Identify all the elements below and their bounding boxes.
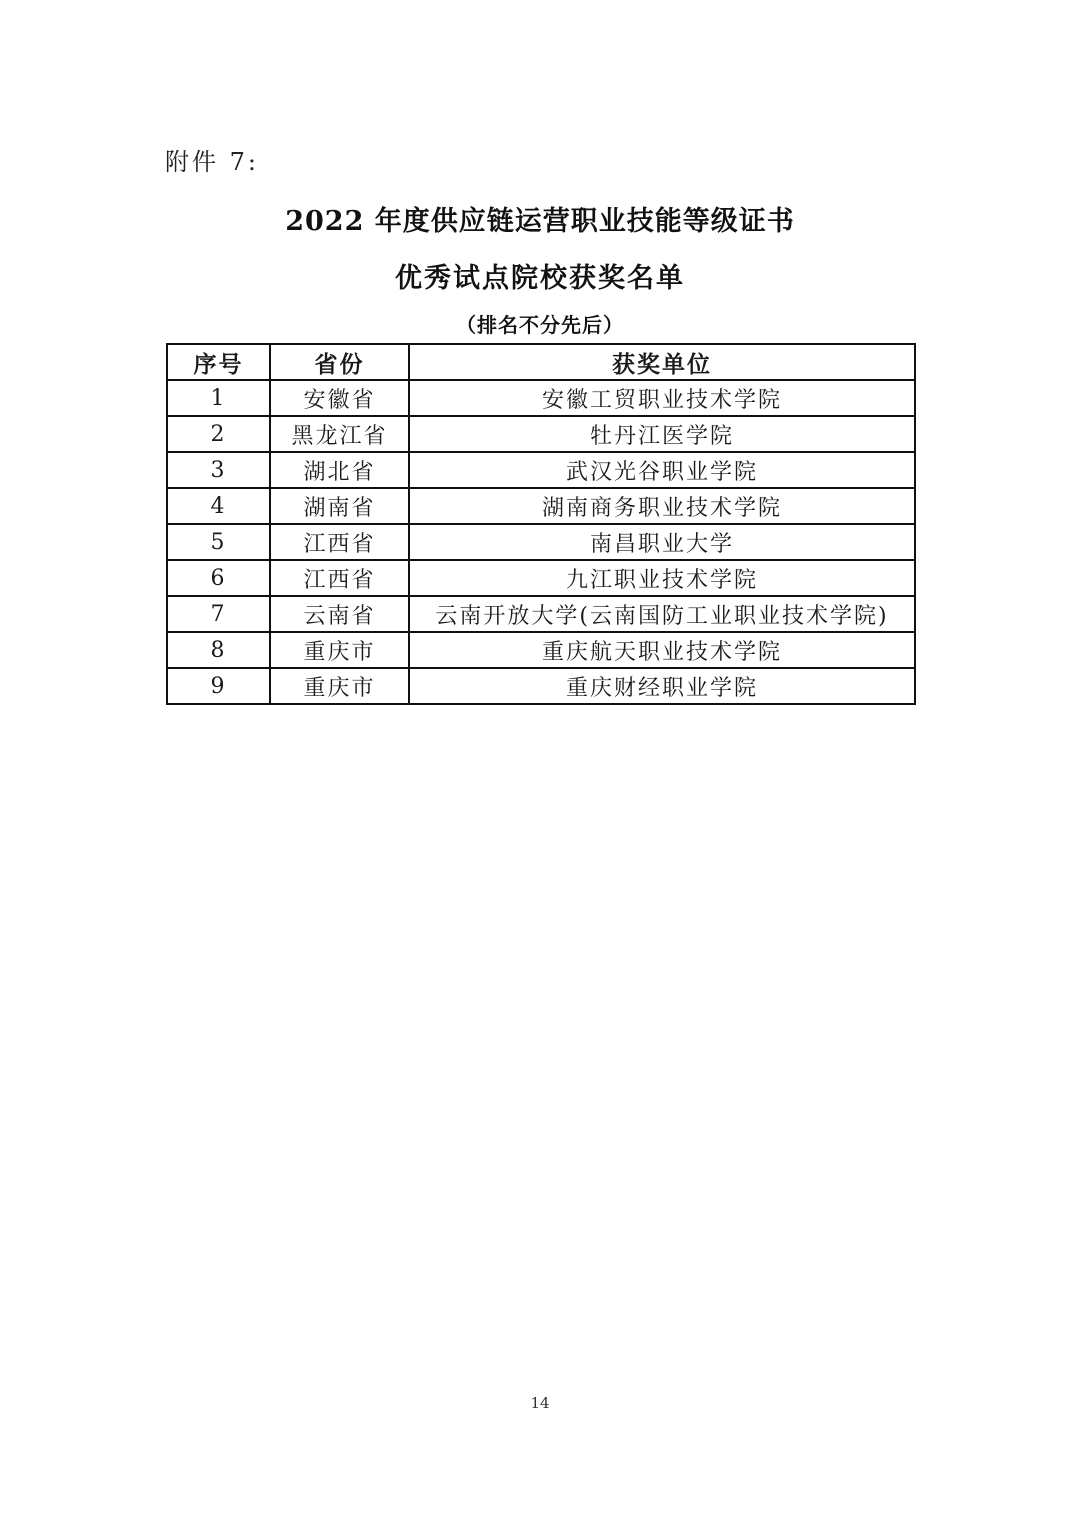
cell-number: 4 — [167, 488, 270, 524]
cell-number: 6 — [167, 560, 270, 596]
cell-number: 7 — [167, 596, 270, 632]
cell-unit: 重庆航天职业技术学院 — [409, 632, 915, 668]
header-number: 序号 — [167, 344, 270, 380]
award-table — [166, 343, 916, 705]
cell-province: 云南省 — [270, 596, 409, 632]
table-row — [167, 416, 915, 452]
table-row — [167, 560, 915, 596]
document-title-line-1: 2022 年度供应链运营职业技能等级证书 — [285, 206, 795, 237]
cell-unit: 牡丹江医学院 — [409, 416, 915, 452]
cell-unit: 安徽工贸职业技术学院 — [409, 380, 915, 416]
table-header-row — [167, 344, 915, 380]
header-unit: 获奖单位 — [409, 344, 915, 380]
cell-province: 重庆市 — [270, 632, 409, 668]
table-row — [167, 488, 915, 524]
ranking-note: （排名不分先后） — [456, 313, 624, 337]
cell-province: 湖南省 — [270, 488, 409, 524]
cell-number: 1 — [167, 380, 270, 416]
attachment-label: 附件 7: — [165, 148, 259, 176]
cell-number: 5 — [167, 524, 270, 560]
cell-unit: 南昌职业大学 — [409, 524, 915, 560]
cell-number: 9 — [167, 668, 270, 704]
cell-unit: 九江职业技术学院 — [409, 560, 915, 596]
cell-province: 江西省 — [270, 524, 409, 560]
cell-unit: 湖南商务职业技术学院 — [409, 488, 915, 524]
cell-unit: 云南开放大学(云南国防工业职业技术学院) — [409, 596, 915, 632]
cell-unit: 武汉光谷职业学院 — [409, 452, 915, 488]
cell-province: 湖北省 — [270, 452, 409, 488]
table-row — [167, 596, 915, 632]
header-province: 省份 — [270, 344, 409, 380]
document-title-line-2: 优秀试点院校获奖名单 — [395, 263, 685, 294]
page-number: 14 — [530, 1394, 550, 1412]
cell-province: 重庆市 — [270, 668, 409, 704]
table-row — [167, 632, 915, 668]
cell-province: 黑龙江省 — [270, 416, 409, 452]
cell-number: 3 — [167, 452, 270, 488]
cell-number: 8 — [167, 632, 270, 668]
cell-province: 安徽省 — [270, 380, 409, 416]
table-row — [167, 452, 915, 488]
cell-unit: 重庆财经职业学院 — [409, 668, 915, 704]
table-row — [167, 524, 915, 560]
cell-province: 江西省 — [270, 560, 409, 596]
table-row — [167, 380, 915, 416]
cell-number: 2 — [167, 416, 270, 452]
table-row — [167, 668, 915, 704]
